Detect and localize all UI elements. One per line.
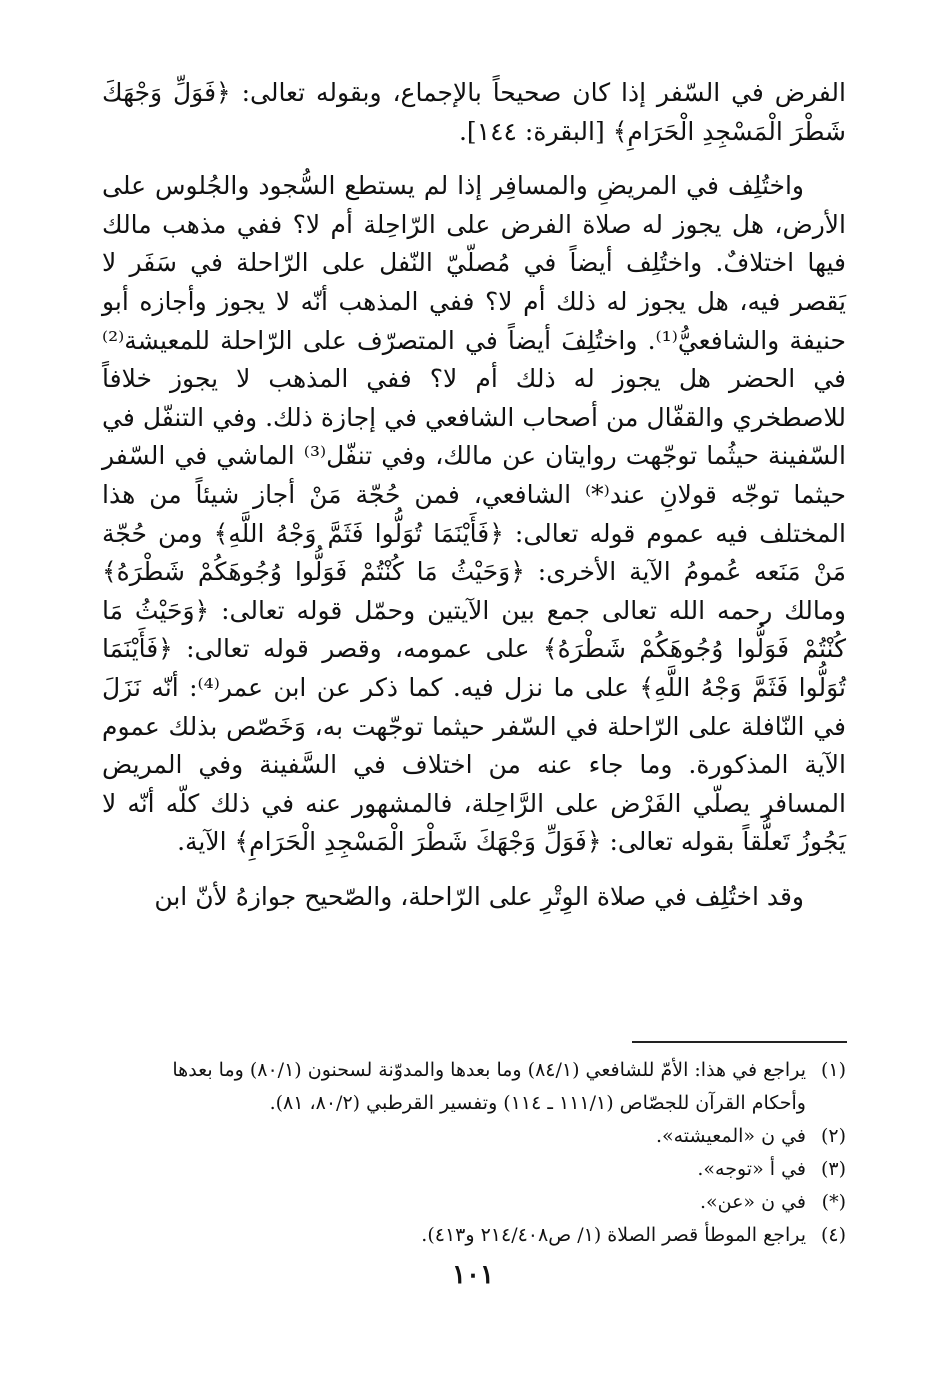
paragraph-3: وقد اختُلِف في صلاة الوِتْرِ على الرّاحلة، والصّحيح جوازهُ لأنّ ابن [154, 881, 804, 911]
footnote-text [102, 1054, 806, 1120]
footnote-number: (٢) [820, 1125, 846, 1147]
paragraph-2: واختُلِف في المريضِ والمسافِر إذا لم يستطع السُّجود والجُلوس على الأرض، هل يجوز له صلاة الفرض على الرّاحِلة أم لا؟ ففي مذهب مالك فيها اختلافٌ. واختُلِف أيضاً في مُصلّيّ النّفل على الرّاحلة في سَفَر لا يَقصر فيه، هل يجوز له ذلك أم لا؟ ففي المذهب أنّه لا يجوز وأجازه أبو حنيفة والشافعيُّ⁽¹⁾. واختُلِفَ أيضاً في المتصرّف على الرّاحلة للمعيشة⁽²⁾ في الحضر هل يجوز له ذلك أم لا؟ ففي المذهب لا يجوز خلافاً للاصطخري والقفّال من أصحاب الشافعي في إجازة ذلك. وفي التنفّل في السّفينة حيثُما توجّهت روايتان عن مالك، وفي تنفّل⁽³⁾ الماشي في السّفر حيثما توجّه قولانِ عند⁽*⁾ الشافعي، فمن حُجّة مَنْ أجاز شيئاً من هذا المختلف فيه عموم قوله تعالى: ﴿فَأَيْنَمَا تُوَلُّوا فَثَمَّ وَجْهُ اللَّهِ﴾ ومن حُجّة مَنْ مَنَعه عُمومُ الآية الأخرى: ﴿وَحَيْثُ مَا كُنْتُمْ فَوَلُّوا وُجُوهَكُمْ شَطْرَهُ﴾ ومالك رحمه الله تعالى جمع بين الآيتين وحمّل قوله تعالى: ﴿وَحَيْثُ مَا كُنْتُمْ فَوَلُّوا وُجُوهَكُمْ شَطْرَهُ﴾ على عمومه، وقصر قوله تعالى: ﴿فَأَيْنَمَا تُوَلُّوا فَثَمَّ وَجْهُ اللَّهِ﴾ على ما نزل فيه. كما ذكر عن ابن عمر⁽⁴⁾: أنّه نَزَلَ في النّافلة على الرّاحلة في السّفر حيثما توجّهت به، وَخَصّص بذلك عموم الآية المذكورة. وما جاء عنه من اختلاف في السَّفينة وفي المريض المسافر يصلّي الفَرْض على الرَّاحِلة، فالمشهور عنه في ذلك كلّه أنّه لا يَجُوزُ تَعلُّقاً بقوله تعالى: ﴿فَوَلِّ وَجْهَكَ شَطْرَ الْمَسْجِدِ الْحَرَامِ﴾ الآية. [102, 171, 846, 857]
footnote-line: وأحكام القرآن للجصّاص (١١١/١ ـ ١١٤) وتفسير القرطبي (٨٠/٢، ٨١). [269, 1092, 806, 1114]
footnote-star [102, 1186, 846, 1219]
main-text [102, 74, 846, 916]
footnote-line: يراجع في هذا: الأمّ للشافعي (٨٤/١) وما بعدها والمدوّنة لسحنون (٨٠/١) وما بعدها [172, 1059, 806, 1081]
footnotes [102, 1054, 846, 1252]
footnote-text: يراجع الموطأ قصر الصلاة (١/ ص٢١٤/٤٠٨ و٤١٣). [421, 1224, 806, 1246]
footnote-text: في أ «توجه». [697, 1158, 806, 1180]
footnote-3 [102, 1153, 846, 1186]
footnote-number: (*) [821, 1191, 846, 1213]
footnote-text: في ن «المعيشته». [655, 1125, 806, 1147]
page-number: ١٠١ [452, 1260, 494, 1290]
footnote-2 [102, 1120, 846, 1153]
footnote-1 [102, 1054, 846, 1120]
footnote-text: في ن «عن». [699, 1191, 806, 1213]
footnote-separator [632, 1041, 847, 1043]
footnote-4 [102, 1219, 846, 1252]
footnote-number: (١) [820, 1059, 846, 1081]
footnote-number: (٣) [820, 1158, 846, 1180]
paragraph-1: الفرض في السّفر إذا كان صحيحاً بالإجماع، وبقوله تعالى: ﴿فَوَلِّ وَجْهَكَ شَطْرَ الْمَسْجِدِ الْحَرَامِ﴾ [البقرة: ١٤٤]. [102, 78, 846, 146]
footnote-number: (٤) [820, 1224, 846, 1246]
